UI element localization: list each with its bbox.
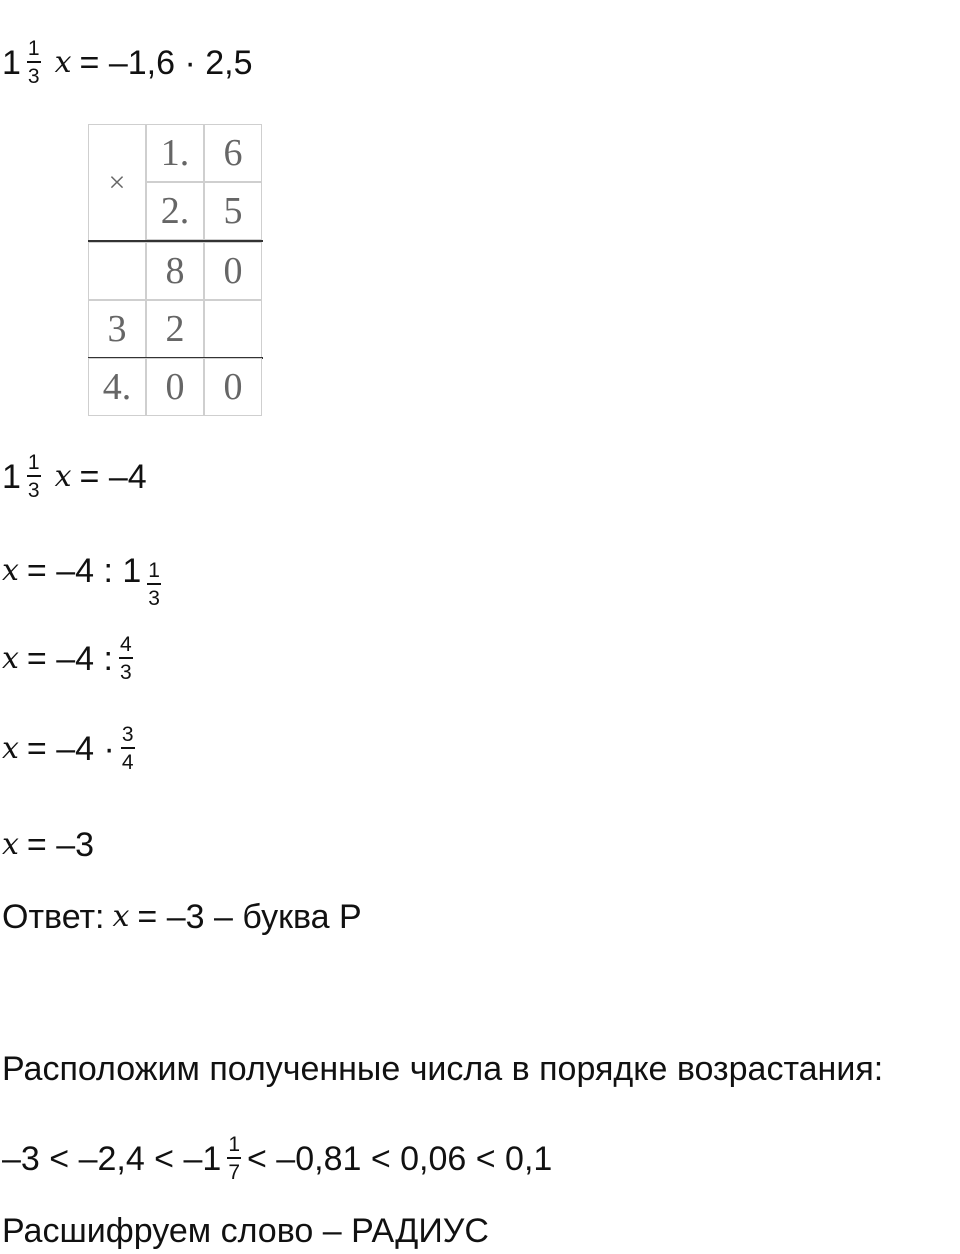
whole-part: 1	[2, 43, 21, 82]
digit-cell: 1.	[146, 124, 204, 182]
variable: x	[2, 640, 19, 676]
equation-rest: = –4	[79, 457, 147, 496]
digit-cell: 0	[146, 358, 204, 416]
digit-cell: 6	[204, 124, 262, 182]
fraction	[147, 560, 161, 609]
digit-cell: 5	[204, 182, 262, 240]
equation-rest: = –4 : 1	[26, 551, 142, 590]
denominator: 3	[147, 583, 161, 609]
decoded-word: Расшифруем слово – РАДИУС	[2, 1212, 489, 1250]
numerator: 1	[228, 1133, 240, 1156]
fraction	[119, 634, 133, 683]
digit-cell: 2	[146, 300, 204, 358]
numerator: 1	[27, 37, 40, 60]
denominator: 7	[227, 1157, 241, 1183]
equation-4	[2, 634, 139, 683]
digit-cell: 3	[88, 300, 146, 358]
variable: x	[2, 730, 19, 766]
digit-cell: 0	[204, 242, 262, 300]
fraction	[27, 38, 41, 87]
fraction	[227, 1134, 241, 1183]
denominator: 3	[27, 475, 41, 501]
equation-rest: = –4 :	[26, 639, 113, 678]
variable: x	[112, 899, 130, 934]
multiply-sign: ×	[88, 124, 146, 240]
digit-cell: 4.	[88, 358, 146, 416]
variable: x	[2, 552, 19, 588]
answer-text: = –3 – буква Р	[137, 898, 362, 936]
numerator: 4	[119, 633, 132, 656]
digit-cell: 0	[204, 358, 262, 416]
variable: x	[54, 458, 72, 494]
numerator: 1	[27, 451, 40, 474]
fraction	[27, 452, 41, 501]
equation-3	[2, 546, 167, 610]
denominator: 3	[119, 657, 133, 683]
denominator: 4	[121, 747, 135, 773]
answer-label: Ответ:	[2, 898, 105, 936]
equation-2	[2, 452, 147, 501]
denominator: 3	[27, 61, 41, 87]
equation-6	[2, 828, 94, 862]
numerator: 3	[121, 723, 134, 746]
digit-cell: 2.	[146, 182, 204, 240]
variable: x	[54, 44, 72, 80]
column-multiplication	[88, 124, 263, 416]
order-part-2: < –0,81 < 0,06 < 0,1	[247, 1139, 553, 1178]
empty-cell	[204, 300, 262, 358]
fraction	[121, 724, 135, 773]
variable: x	[2, 827, 19, 862]
ordered-numbers	[2, 1134, 552, 1183]
order-part-1: –3 < –2,4 < –1	[2, 1139, 222, 1178]
equation-5	[2, 724, 141, 773]
whole-part: 1	[2, 457, 21, 496]
equation-rest: = –3	[26, 826, 95, 864]
numerator: 1	[148, 559, 160, 582]
answer-line	[2, 900, 362, 934]
equation-rest: = –1,6 · 2,5	[79, 43, 253, 82]
equation-rest: = –4 ·	[26, 729, 115, 768]
order-instruction: Расположим полученные числа в порядке возрастания:	[2, 1050, 884, 1088]
empty-cell	[88, 242, 146, 300]
digit-cell: 8	[146, 242, 204, 300]
equation-1	[2, 38, 253, 87]
